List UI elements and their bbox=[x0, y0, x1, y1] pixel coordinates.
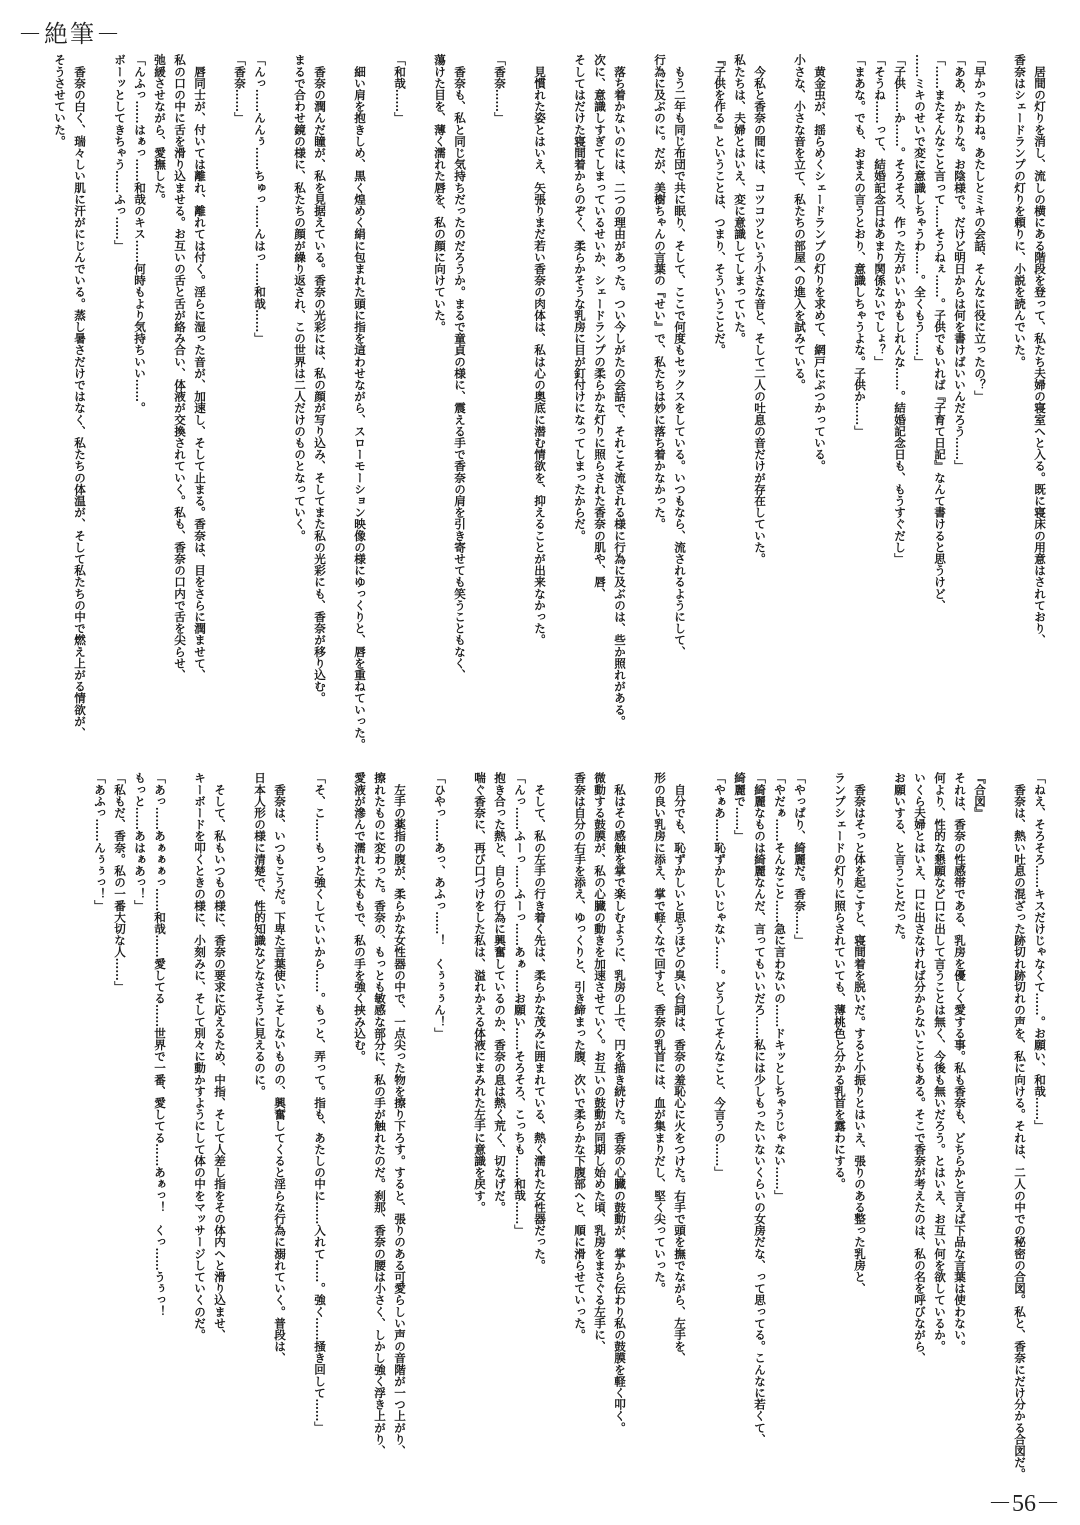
text-column: 小さな、小さな音を立て、私たちの部屋への進入を試みている。 bbox=[793, 54, 807, 391]
text-column: 香奈はそっと体を起こすと、寝間着を脱いだ。すると小振りとはいえ、張りのある整った乳房と、 bbox=[853, 772, 867, 1294]
text-column: 「やだぁ……そんなこと……急に言わないの……ドキッとしちゃうじゃない……」 bbox=[773, 772, 787, 1202]
text-column: 行為に及ぶのに。だが、美樹ちゃんの言葉の『せい』で、私たちは妙に落ち着かなかった。 bbox=[653, 54, 667, 530]
text-column: 私の口の中に舌を滑り込ませる。お互いの舌と舌が絡み合い、体液が交換されていく。私も、香奈の口内で舌を尖らせ、 bbox=[173, 54, 187, 681]
text-column: 何より、性的な懇願など口に出して言うことは無く、今後も無いだろう。とはいえ、お互い何を欲しているか。 bbox=[933, 772, 947, 1352]
text-column: 「そ、こ……もっと強くしていいから……。もっと、弄って。指も、あたしの中に……入れて……。強く……掻き回して……」 bbox=[313, 772, 327, 1434]
text-column: 今私と香奈の間には、コツコツという小さな音と、そして二人の吐息の音だけが存在していた。 bbox=[753, 54, 767, 565]
text-column: 『合図』 bbox=[973, 772, 987, 819]
paragraph-spacer bbox=[210, 54, 230, 766]
text-column: キーボードを叩くときの様に、小刻みに、そして別々に動かすようにして体の中をマッサージしていくのだ。 bbox=[193, 772, 207, 1341]
text-column: 「やっぱり、綺麗だ。香奈……」 bbox=[793, 772, 807, 946]
text-column: 自分でも、恥ずかしいと思うほどの臭い台詞は、香奈の羞恥心に火をつけた。右手で頭を撫でながら、左手を、 bbox=[673, 772, 687, 1364]
paragraph-spacer bbox=[690, 54, 710, 766]
text-column: 「早かったわね。あたしとミキの会話、そんなに役に立ったの？」 bbox=[973, 54, 987, 402]
text-column: そして、私もいつもの様に、香奈の要求に応えるため、中指、そして人差し指をその体内へと滑り込ませ、 bbox=[213, 772, 227, 1341]
paragraph-spacer bbox=[990, 54, 1010, 766]
text-column: まるで合わせ鏡の様に、私たちの顔が繰り返され、この世界は二人だけのものとなっていく。 bbox=[293, 54, 307, 542]
paragraph-spacer bbox=[370, 54, 390, 766]
paragraph-spacer bbox=[630, 54, 650, 766]
text-column: 居間の灯りを消し、流しの横にある階段を登って、私たち夫婦の寝室へと入る。既に寝床の用意はされており、 bbox=[1033, 54, 1047, 646]
text-column: 「んっ……んんぅ……ちゅっ……んはっ……和哉……」 bbox=[253, 54, 267, 344]
paragraph-spacer bbox=[630, 772, 650, 1484]
text-column: 「香奈……」 bbox=[233, 54, 247, 124]
text-column: 香奈はシェードランプの灯りを頼りに、小説を読んでいた。 bbox=[1013, 54, 1027, 368]
paragraph-spacer bbox=[230, 772, 250, 1484]
text-column: 綺麗で……」 bbox=[733, 772, 747, 842]
paragraph-spacer bbox=[410, 772, 430, 1484]
text-column: 落ち着かないのには、二つの理由があった。つい今しがたの会話で、それこそ流される様に行為に及ぶのは、些か照れがある。 bbox=[613, 54, 627, 727]
text-column: ボーッとしてきちゃう……ふっ……」 bbox=[113, 54, 127, 252]
text-column: いくら夫婦とはいえ、口に出さなければ分からないこともある。そこで香奈が考えたのは、私の名を呼びながら、 bbox=[913, 772, 927, 1364]
paragraph-spacer bbox=[410, 54, 430, 766]
text-column: 「私もだ、香奈。私の一番大切な人……」 bbox=[113, 772, 127, 993]
text-column: 唇同士が、付いては離れ、離れては付く。淫らに湿った音が、加速し、そして止まる。香奈は、目をさらに潤ませて、 bbox=[193, 54, 207, 681]
upper-text-block bbox=[50, 54, 1050, 766]
paragraph-spacer bbox=[510, 54, 530, 766]
text-column: 蕩けた目を、薄く濡れた唇を、私の顔に向けていた。 bbox=[433, 54, 447, 333]
paragraph-spacer bbox=[770, 54, 790, 766]
paragraph-spacer bbox=[470, 54, 490, 766]
text-column: そしてはだけた寝間着からのぞく、柔らかそうな乳房に目が釘付けになってしまったからだ。 bbox=[573, 54, 587, 542]
text-column: 「子供……か……。そろそろ、作った方がいいかもしれんな……。結婚記念日も、もうすぐだし」 bbox=[893, 54, 907, 565]
text-column: 「あふっ……んぅぅっ！」 bbox=[93, 772, 107, 912]
text-column: 弛緩させながら、愛撫した。 bbox=[153, 54, 167, 205]
text-column: 形の良い乳房に添え、掌で軽くなで回すと、香奈の乳首には、血が集まりだし、堅く尖っていった。 bbox=[653, 772, 667, 1294]
text-column: 香奈の潤んだ瞳が、私を見据えている。香奈の光彩には、私の顔が写り込み、そしてまた私の光彩にも、香奈が移り込む。 bbox=[313, 54, 327, 704]
text-column: お願いする、と言うことだった。 bbox=[893, 772, 907, 946]
text-column: 香奈は、いつもこうだ。下卑た言葉使いこそしないものの、興奮してくると淫らな行為に溺れていく。普段は、 bbox=[273, 772, 287, 1364]
lower-text-block bbox=[90, 772, 1050, 1484]
text-column: 私はその感触を掌で楽しむように、乳房の上で、円を描き続けた。香奈の心臓の鼓動が、掌から伝わり私の鼓膜を軽く叩く。 bbox=[613, 772, 627, 1434]
paragraph-spacer bbox=[450, 772, 470, 1484]
text-column: もっと……あはぁあっ！」 bbox=[133, 772, 147, 912]
text-column: 見慣れた姿とはいえ、矢張りまだ若い香奈の肉体は、私は心の奥底に潜む情欲を、抑えることが出来なかった。 bbox=[533, 54, 547, 646]
text-column: 日本人形の様に清楚で、性的知識などなさそうに見えるのに。 bbox=[253, 772, 267, 1097]
text-column: 香奈は、熱い吐息の混ざった跡切れ跡切れの声を、私に向ける。それは、二人の中での秘密の合図。私と、香奈にだけ分かる合図だ。 bbox=[1013, 772, 1027, 1480]
paragraph-spacer bbox=[330, 54, 350, 766]
text-column: 次に、意識しすぎてしまっているせいか、シェードランプの柔らかな灯りに照らされた香奈の肌や、唇、 bbox=[593, 54, 607, 600]
paragraph-spacer bbox=[990, 772, 1010, 1484]
paragraph-spacer bbox=[550, 772, 570, 1484]
text-column: そうさせていた。 bbox=[53, 54, 67, 147]
text-column: 黄金虫が、揺らめくシェードランプの灯りを求めて、網戸にぶつかっている。 bbox=[813, 54, 827, 472]
text-column: 「そうね……って、結婚記念日はあまり関係ないでしょ？」 bbox=[873, 54, 887, 368]
paragraph-spacer bbox=[810, 772, 830, 1484]
text-column: 「和哉……」 bbox=[393, 54, 407, 124]
text-column: 「やぁあ……恥ずかしいじゃない……。どうしてそんなこと、今言うの……」 bbox=[713, 772, 727, 1178]
paragraph-spacer bbox=[870, 772, 890, 1484]
text-column: 「綺麗なものは綺麗なんだ、言ってもいいだろ……私には少しもったいないくらいの女房だな、って思ってる。こんなに若くて、 bbox=[753, 772, 767, 1445]
text-column: 微動する鼓膜が、私の心臓の動きを加速させていく。お互いの鼓動が同期し始めた頃、乳房をまさぐる左手に、 bbox=[593, 772, 607, 1352]
text-column: 香奈の白く、瑞々しい肌に汗がにじんでいる。蒸し暑さだけではなく、私たちの体温が、そして私たちの中で燃え上がる情欲が、 bbox=[73, 54, 87, 739]
paragraph-spacer bbox=[830, 54, 850, 766]
text-column: そして、私の左手の行き着く先は、柔らかな茂みに囲まれている、熱く濡れた女性器だった。 bbox=[533, 772, 547, 1271]
paragraph-spacer bbox=[270, 54, 290, 766]
text-column: ……ミキのせいで変に意識しちゃうわ……。全くもう……」 bbox=[913, 54, 927, 368]
text-column: 「あっ……あぁぁぁっ……和哉……愛してる……世界で一番、愛してる……あぁっ！ くっ……うぅっ！ bbox=[153, 772, 167, 1318]
text-column: 左手の薬指の腹が、柔らかな女性器の中で、一点尖った物を擦り下ろす。すると、張りのある可愛らしい声の音階が一つ上がり、 bbox=[393, 772, 407, 1457]
text-column: 細い肩を抱きしめ、黒く煌めく絹に包まれた頭に指を這わせながら、スローモーション映像の様にゆっくりと、唇を重ねていった。 bbox=[353, 54, 367, 750]
text-column: 「ねえ、そろそろ……キスだけじゃなくて……。お願い、和哉……」 bbox=[1033, 772, 1047, 1132]
chapter-title: －絶筆－ bbox=[18, 20, 122, 48]
text-column: 擦れたものに変わった。香奈の、もっとも敏感な部分に、私の手が触れたのだ。刹那、香奈の腰は小さく、しかし強く浮き上がり、 bbox=[373, 772, 387, 1457]
text-column: 『子供を作る』ということは、つまり、そういうことだ。 bbox=[713, 54, 727, 356]
text-column: 私たちは、夫婦とはいえ、変に意識してしまっていた。 bbox=[733, 54, 747, 344]
paragraph-spacer bbox=[550, 54, 570, 766]
paragraph-spacer bbox=[290, 772, 310, 1484]
paragraph-spacer bbox=[690, 772, 710, 1484]
text-column: 「香奈……」 bbox=[493, 54, 507, 124]
text-column: 「ひやっ……あっ、あふっ……！ くぅぅぅん！」 bbox=[433, 772, 447, 1039]
paragraph-spacer bbox=[90, 54, 110, 766]
text-column: もう二年も同じ布団で共に眠り、そして、ここで何度もセックスをしている。いつもなら、流されるようにして、 bbox=[673, 54, 687, 658]
text-column: 「んふっ……はぁっ……和哉のキス……何時もより気持ちいい……。 bbox=[133, 54, 147, 414]
text-column: 「……またそんなこと言って……そうねぇ……。子供でもいれば『子育て日記』なんて書けると思うけど、 bbox=[933, 54, 947, 611]
paragraph-spacer bbox=[330, 772, 350, 1484]
text-column: 「んっ……ふーっ……ふーっ……あぁ……お願い……そろそろ、こっちも……和哉……」 bbox=[513, 772, 527, 1236]
text-column: 「ああ、かなりな。お陰様で。だけど明日からは何を書けばいいんだろう……」 bbox=[953, 54, 967, 472]
paragraph-spacer bbox=[170, 772, 190, 1484]
text-column: 「まあな。でも、おまえの言うとおり、意識しちゃうよな。子供か……」 bbox=[853, 54, 867, 437]
text-column: 愛液が滲んで濡れた太ももで、私の手を強く挟み込む。 bbox=[353, 772, 367, 1062]
text-column: それは、香奈の性感帯である、乳房を優しく愛する事。私も香奈も、どちらかと言えば下品な言葉は使わない。 bbox=[953, 772, 967, 1352]
text-column: 香奈も、私と同じ気持ちだったのだろうか。まるで童貞の様に、震える手で香奈の肩を引き寄せても笑うこともなく、 bbox=[453, 54, 467, 681]
text-column: 香奈は自分の右手を添え、ゆっくりと、引き締まった腹、次いで柔らかな下腹部へと、順に滑らせていった。 bbox=[573, 772, 587, 1341]
page-number: －56－ bbox=[988, 1491, 1060, 1517]
text-column: 喘ぐ香奈に、再び口づけをした私は、溢れかえる体液にまみれた左手に意識を戻す。 bbox=[473, 772, 487, 1213]
text-column: 抱き合った熱と、自らの行為に興奮しているのか、香奈の息は熱く荒く、切なげだ。 bbox=[493, 772, 507, 1213]
text-column: ランプシェードの灯りに照らされていても、薄桃色と分かる乳首を露わにする。 bbox=[833, 772, 847, 1190]
